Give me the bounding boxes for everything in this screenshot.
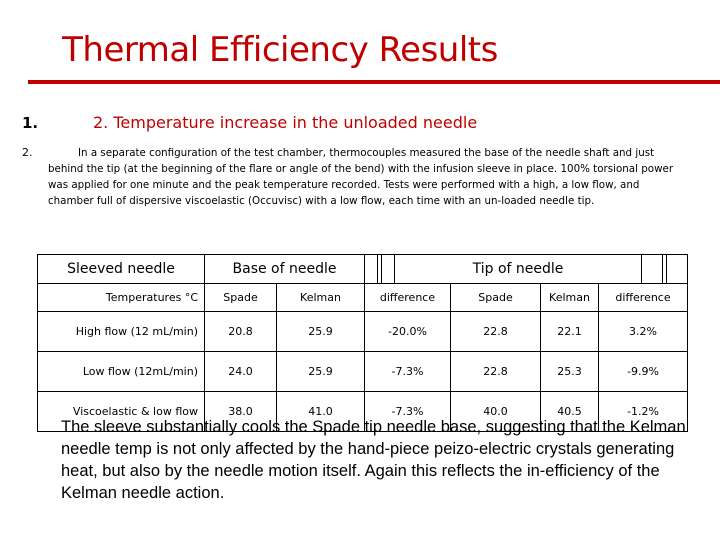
table-group-header-row <box>38 255 688 284</box>
table-cell: 22.1 <box>541 312 599 352</box>
table-cell: 25.9 <box>277 352 365 392</box>
page-title: Thermal Efficiency Results <box>62 30 498 70</box>
title-divider <box>28 80 720 84</box>
table-cell: -20.0% <box>365 312 451 352</box>
group-header-separator <box>642 255 688 284</box>
column-header: Spade <box>451 284 541 312</box>
table-cell: 22.8 <box>451 352 541 392</box>
column-header: Spade <box>205 284 277 312</box>
table-cell: 25.3 <box>541 352 599 392</box>
group-header-base: Base of needle <box>205 255 365 284</box>
table-cell: -7.3% <box>365 352 451 392</box>
column-header: difference <box>365 284 451 312</box>
table-cell: 25.9 <box>277 312 365 352</box>
table-cell: -7.3% <box>365 392 451 432</box>
table-cell: 41.0 <box>277 392 365 432</box>
column-header: difference <box>599 284 688 312</box>
group-header-tip: Tip of needle <box>395 255 642 284</box>
table-cell: 38.0 <box>205 392 277 432</box>
group-header-separator <box>365 255 395 284</box>
table-row <box>38 312 688 352</box>
table-cell: 20.8 <box>205 312 277 352</box>
table-cell: 24.0 <box>205 352 277 392</box>
row-label: High flow (12 mL/min) <box>38 312 205 352</box>
column-header: Kelman <box>277 284 365 312</box>
table-cell: 22.8 <box>451 312 541 352</box>
summary-text: The sleeve substantially cools the Spade tip needle base, suggesting that the Kelman needle temp is not only affected by the hand-piece peizo-electric crystals generating heat, but also by the needle motion itself. Again this reflects the in-efficiency of the Kelman needle action. <box>61 418 686 502</box>
table-column-header-row <box>38 284 688 312</box>
table-cell: 40.0 <box>451 392 541 432</box>
table-cell: -1.2% <box>599 392 688 432</box>
heading-number: 1. <box>22 114 39 132</box>
table-cell: 3.2% <box>599 312 688 352</box>
table-cell: -9.9% <box>599 352 688 392</box>
row-label: Low flow (12mL/min) <box>38 352 205 392</box>
column-header: Temperatures °C <box>38 284 205 312</box>
section-heading: 2. Temperature increase in the unloaded needle <box>93 113 478 132</box>
paragraph-number: 2. <box>22 146 33 159</box>
temperature-table <box>37 254 688 432</box>
group-header-sleeved: Sleeved needle <box>38 255 205 284</box>
method-paragraph: In a separate configuration of the test chamber, thermocouples measured the base of the needle shaft and just behind the tip (at the beginning of the flare or angle of the bend) with the infusion sleeve in place. 100% torsional power was applied for one minute and the peak temperature recorded. Tests were performed with a high, a low flow, and chamber full of dispersive viscoelastic (Occuvisc) with a low flow, each time with an un-loaded needle tip. <box>48 147 674 207</box>
table-cell: 40.5 <box>541 392 599 432</box>
row-label: Viscoelastic & low flow <box>38 392 205 432</box>
column-header: Kelman <box>541 284 599 312</box>
table-row <box>38 352 688 392</box>
